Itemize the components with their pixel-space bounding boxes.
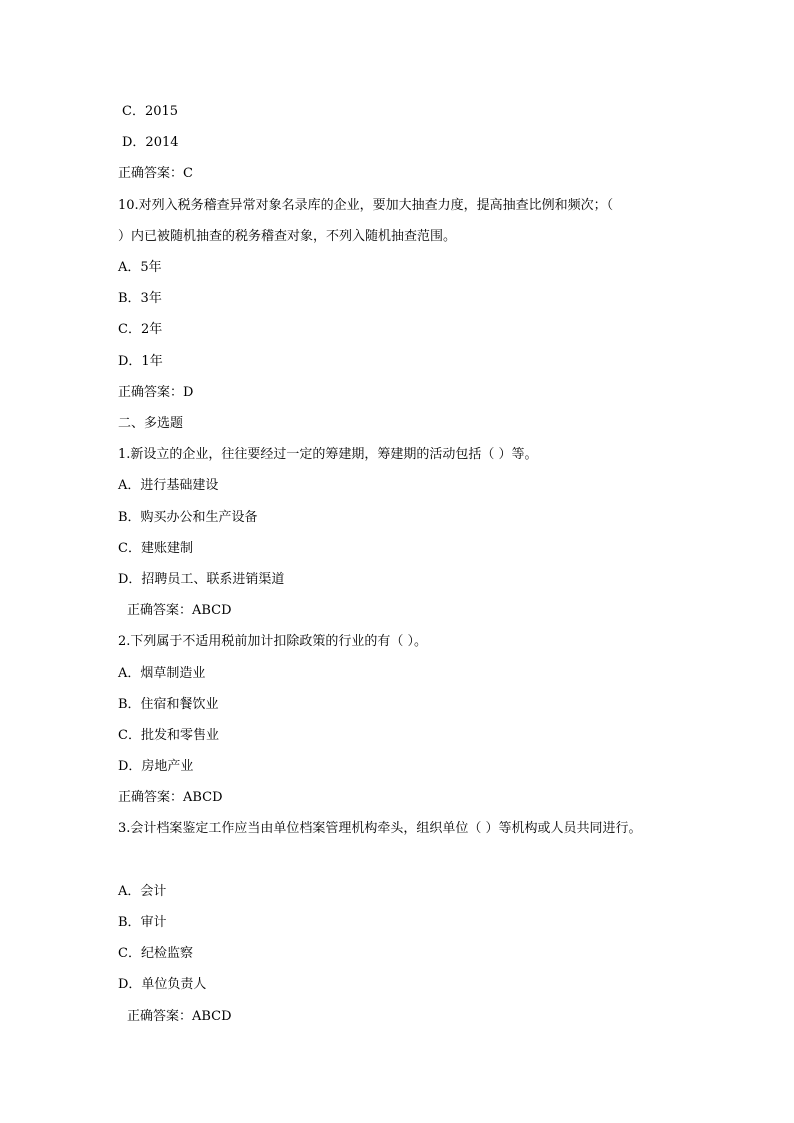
correct-answer: 正确答案：ABCD [118, 790, 223, 805]
option-d: D．2014 [122, 135, 179, 150]
option-b: B．3年 [118, 291, 162, 306]
option-d: D．单位负责人 [118, 977, 207, 992]
option-b: B．购买办公和生产设备 [118, 510, 258, 525]
correct-answer: 正确答案：ABCD [127, 1009, 232, 1024]
question-2: 2.下列属于不适用税前加计扣除政策的行业的有（ ）。 [118, 634, 428, 649]
option-c: C．2015 [122, 104, 179, 119]
option-a: A．进行基础建设 [118, 478, 219, 493]
option-a: A．5年 [118, 260, 162, 275]
option-a: A．会计 [118, 884, 167, 899]
option-d: D．1年 [118, 354, 163, 369]
option-d: D．招聘员工、联系进销渠道 [118, 572, 285, 587]
correct-answer: 正确答案：D [118, 385, 194, 400]
option-c: C．2年 [118, 322, 163, 337]
option-a: A．烟草制造业 [118, 666, 206, 681]
correct-answer: 正确答案：ABCD [127, 603, 232, 618]
option-c: C．建账建制 [118, 541, 193, 556]
question-3: 3.会计档案鉴定工作应当由单位档案管理机构牵头，组织单位（ ）等机构或人员共同进行。 [118, 821, 642, 836]
option-d: D．房地产业 [118, 759, 194, 774]
option-c: C．纪检监察 [118, 946, 193, 961]
option-b: B．住宿和餐饮业 [118, 697, 219, 712]
correct-answer: 正确答案：C [118, 166, 193, 181]
question-10-line-1: 10.对列入税务稽查异常对象名录库的企业，要加大抽查力度，提高抽查比例和频次；（ [118, 198, 614, 213]
question-10-line-2: ）内已被随机抽查的税务稽查对象，不列入随机抽查范围。 [118, 229, 457, 244]
section-heading: 二、多选题 [118, 416, 184, 431]
question-1: 1.新设立的企业，往往要经过一定的筹建期，筹建期的活动包括（ ）等。 [118, 447, 538, 462]
option-c: C．批发和零售业 [118, 728, 219, 743]
option-b: B．审计 [118, 915, 167, 930]
